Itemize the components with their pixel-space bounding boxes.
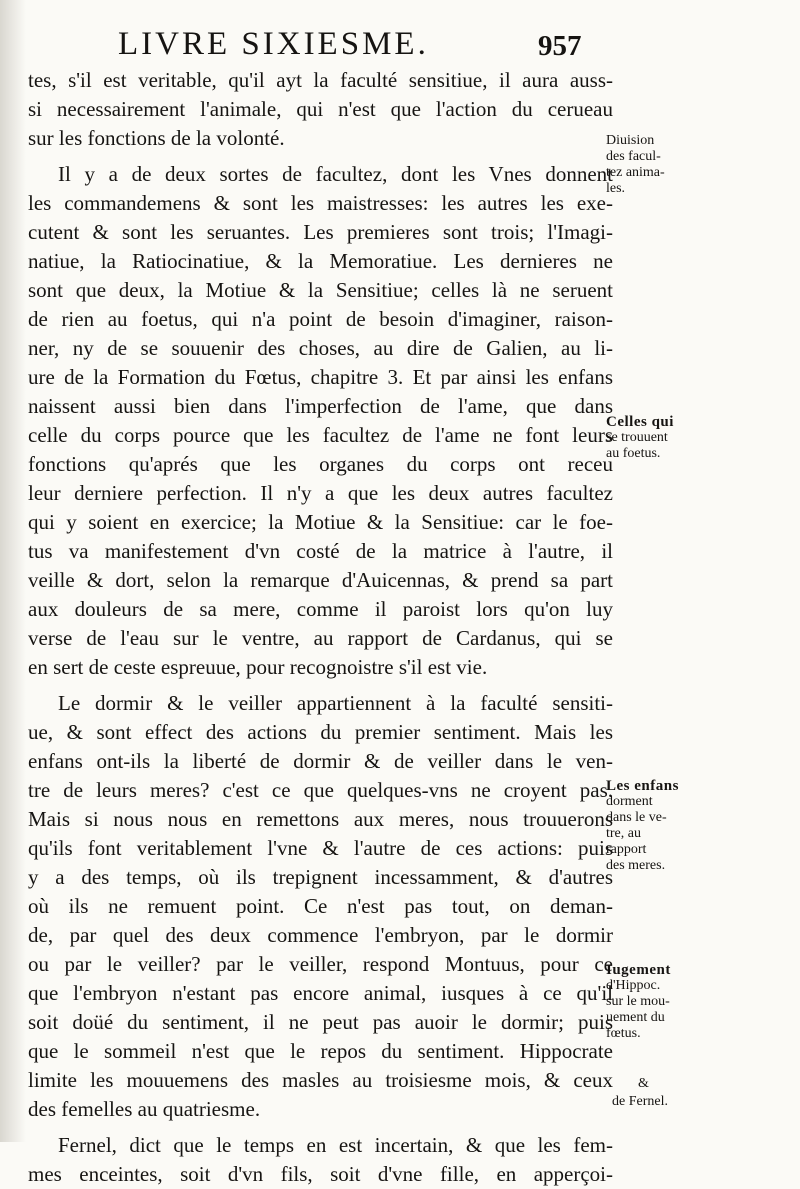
margin-note-line: Diuision: [606, 133, 655, 148]
text-line: ure de la Formation du Fœtus, chapitre 3. Et par ainsi les enfans: [28, 365, 613, 389]
text-line: ner, ny de se souuenir des choses, au dire de Galien, au li-: [28, 336, 613, 360]
text-line: en sert de ceste espreuue, pour recognoistre s'il est vie.: [28, 655, 488, 679]
margin-note-line: Celles qui: [606, 414, 674, 430]
margin-note-line: dans le ve-: [606, 810, 667, 825]
text-line: fonctions qu'aprés que les organes du corps ont receu: [28, 452, 613, 476]
margin-note-line: &: [638, 1076, 649, 1091]
margin-note-fernel-name: [612, 1094, 668, 1110]
text-line: qui y soient en exercice; la Motiue & la Sensitiue: car le foe-: [28, 510, 613, 534]
text-line: de rien au foetus, qui n'a point de besoin d'imaginer, raison-: [28, 307, 613, 331]
text-line: ou par le veiller? par le veiller, respond Montuus, pour ce: [28, 952, 613, 976]
margin-note-line: dorment: [606, 794, 653, 809]
text-line: tes, s'il est veritable, qu'il ayt la faculté sensitiue, il aura auss-: [28, 68, 613, 92]
text-line: Mais si nous nous en remettons aux meres, nous trouuerons: [28, 807, 613, 831]
margin-note-line: les.: [606, 181, 626, 196]
text-line: mes enceintes, soit d'vn fils, soit d'vne fille, en apperçoi-: [28, 1162, 613, 1186]
text-line: Fernel, dict que le temps en est incertain, & que les fem-: [58, 1133, 613, 1157]
text-line: limite les mouuemens des masles au troisiesme mois, & ceux: [28, 1068, 613, 1092]
margin-note-line: sur le mou-: [606, 994, 670, 1009]
text-line: Le dormir & le veiller appartiennent à la faculté sensiti-: [58, 691, 613, 715]
text-line: si necessairement l'animale, qui n'est que l'action du cerueau: [28, 97, 613, 121]
text-line: celle du corps pource que les facultez de l'ame ne font leurs: [28, 423, 613, 447]
text-line: qu'ils font veritablement l'vne & l'autre de ces actions: puis: [28, 836, 613, 860]
margin-note-line: rapport: [606, 842, 647, 857]
margin-note-line: de Fernel.: [612, 1094, 668, 1109]
paragraph-gap: [28, 153, 613, 160]
margin-note-line: des facul-: [606, 149, 661, 164]
margin-note-fernel: [634, 1076, 649, 1092]
text-line: leur derniere perfection. Il n'y a que les deux autres facultez: [28, 481, 613, 505]
margin-note-line: des meres.: [606, 858, 666, 873]
text-line: ue, & sont effect des actions du premier sentiment. Mais les: [28, 720, 613, 744]
text-line: cutent & sont les seruantes. Les premieres sont trois; l'Imagi-: [28, 220, 613, 244]
paragraph-gap: [28, 682, 613, 689]
paragraph-gap: [28, 1124, 613, 1131]
text-line: soit doüé du sentiment, il ne peut pas auoir le dormir; puis: [28, 1010, 613, 1034]
text-line: enfans ont-ils la liberté de dormir & de veiller dans le ven-: [28, 749, 613, 773]
margin-note-line: uement du: [606, 1010, 665, 1025]
text-line: verse de l'eau sur le ventre, au rapport de Cardanus, qui se: [28, 626, 613, 650]
text-line: où ils ne remuent point. Ce n'est pas tout, on deman-: [28, 894, 613, 918]
margin-note-line: d'Hippoc.: [606, 978, 661, 993]
text-line: Il y a de deux sortes de facultez, dont les Vnes donnent: [58, 162, 613, 186]
text-line: des femelles au quatriesme.: [28, 1097, 261, 1121]
page-number: 957: [538, 30, 582, 62]
text-line: que l'embryon n'estant pas encore animal, iusques à ce qu'il: [28, 981, 613, 1005]
text-line: tus va manifestement d'vn costé de la matrice à l'autre, il: [28, 539, 613, 563]
text-line: que le sommeil n'est que le repos du sentiment. Hippocrate: [28, 1039, 613, 1063]
gutter-shadow: [0, 0, 26, 1142]
text-line: les commandemens & sont les maistresses: les autres les exe-: [28, 191, 613, 215]
margin-note-line: tez anima-: [606, 165, 665, 180]
margin-note-line: Iugement: [606, 962, 671, 978]
margin-note-sleep: [606, 778, 679, 874]
running-head: LIVRE SIXIESME.: [118, 26, 429, 62]
text-line: sont que deux, la Motiue & la Sensitiue; celles là ne seruent: [28, 278, 613, 302]
text-line: aux douleurs de sa mere, comme il paroist lors qu'on luy: [28, 597, 613, 621]
text-line: tre de leurs meres? c'est ce que quelques-vns ne croyent pas.: [28, 778, 613, 802]
text-line: y a des temps, où ils trepignent incessamment, & d'autres: [28, 865, 613, 889]
margin-note-line: au foetus.: [606, 446, 661, 461]
main-text-column: [28, 66, 613, 1189]
text-line: natiue, la Ratiocinatiue, & la Memoratiue. Les dernieres ne: [28, 249, 613, 273]
margin-note-division: [606, 133, 665, 197]
text-line: naissent aussi bien dans l'imperfection de l'ame, que dans: [28, 394, 613, 418]
text-line: de, par quel des deux commence l'embryon, par le dormir: [28, 923, 613, 947]
margin-note-line: se trouuent: [606, 430, 668, 445]
text-line: veille & dort, selon la remarque d'Auicennas, & prend sa part: [28, 568, 613, 592]
margin-note-line: fœtus.: [606, 1026, 641, 1041]
margin-note-line: Les enfans: [606, 778, 679, 794]
margin-note-hippocrates: [606, 962, 671, 1042]
text-line: sur les fonctions de la volonté.: [28, 126, 285, 150]
margin-note-line: tre, au: [606, 826, 641, 841]
margin-note-foetus: [606, 414, 674, 462]
